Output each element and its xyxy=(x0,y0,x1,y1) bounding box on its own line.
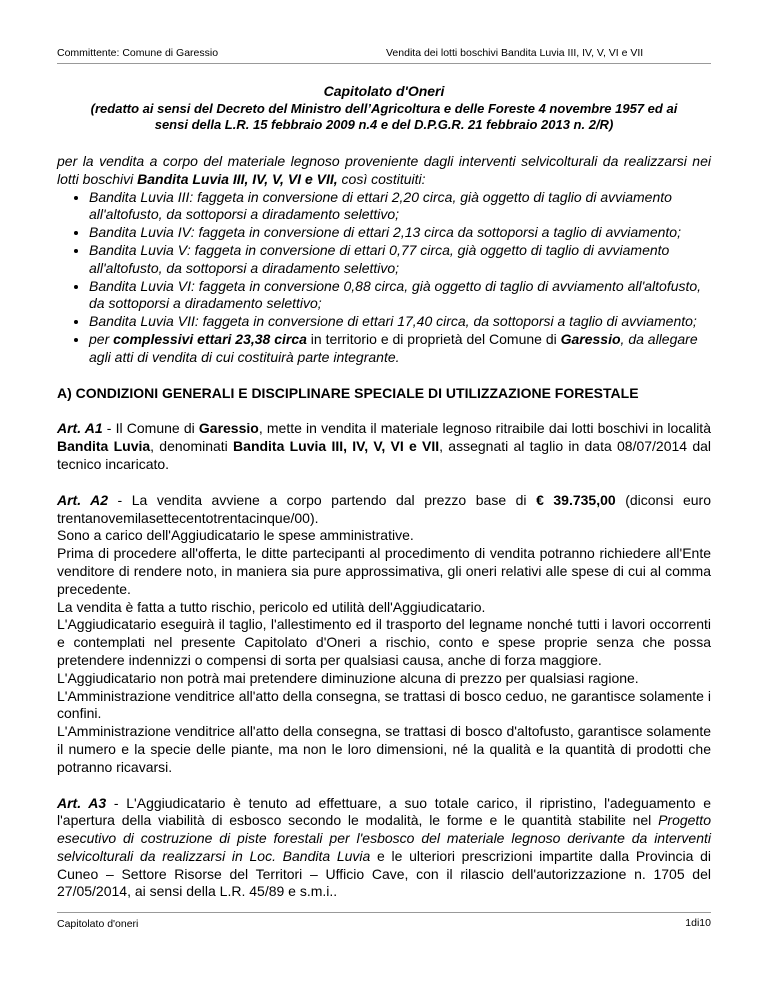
article-a3-text: e le ulteriori prescrizioni impartite dalla Provincia di Cuneo – Settore Risorse del Territori – Ufficio Cave, con il rilascio dell'autorizzazione n. 1705 del 27/05/2014, ai sensi della L.R. 45/89 e s.m.i.. xyxy=(57,847,711,900)
article-a1-bold-lots: Bandita Luvia III, IV, V, VI e VII xyxy=(233,438,440,455)
article-a1-bold-garessio: Garessio xyxy=(198,420,259,437)
spacer xyxy=(57,474,711,492)
article-a1 xyxy=(57,420,711,473)
article-a3 xyxy=(57,795,711,902)
total-text-mid: in territorio e di proprietà del Comune di xyxy=(306,330,561,347)
section-a-heading: A) CONDIZIONI GENERALI E DISCIPLINARE SPECIALE DI UTILIZZAZIONE FORESTALE xyxy=(57,384,639,401)
article-a2-paragraph: L'Amministrazione venditrice all'atto della consegna, se trattasi di bosco d'altofusto, garantisce solamente il numero e la specie delle piante, ma non le loro dimensioni, né la qualità e la quantità di prodotti che potranno ricavarsi. xyxy=(57,723,711,775)
list-item-total xyxy=(89,331,711,367)
article-a3-label: Art. A3 xyxy=(57,794,107,811)
lots-list xyxy=(57,189,711,367)
header-divider xyxy=(57,63,711,64)
document-subtitle xyxy=(57,101,711,133)
footer-document-name: Capitolato d'oneri xyxy=(57,918,139,930)
document-title: Capitolato d'Oneri xyxy=(323,83,445,99)
footer-divider xyxy=(57,912,711,913)
article-a1-text: , assegnati al taglio in data 08/07/2014 dal tecnico incaricato. xyxy=(57,438,711,472)
list-item: • Bandita Luvia III: faggeta in conversione di ettari 2,20 circa, già oggetto di taglio di avviamento all'altofusto, da sottoporsi a diradamento selettivo; xyxy=(89,189,711,225)
intro-text-end: così costituiti: xyxy=(337,170,426,187)
list-item: • Bandita Luvia VII: faggeta in conversione di ettari 17,40 circa, da sottoporsi a taglio di avviamento; xyxy=(89,313,711,331)
total-text: per xyxy=(89,330,114,347)
article-a2-label: Art. A2 xyxy=(57,491,109,508)
header-committente: Committente: Comune di Garessio xyxy=(57,47,219,59)
spacer xyxy=(57,367,711,385)
article-a2-paragraph: L'Aggiudicatario non potrà mai pretendere diminuzione alcuna di prezzo per qualsiasi ragione. xyxy=(57,669,639,686)
article-a1-text: - Il Comune di xyxy=(102,420,199,437)
subtitle-line-1: (redatto ai sensi del Decreto del Ministro dell’Agricoltura e delle Foreste 4 novembre 1957 ed ai xyxy=(90,101,678,116)
list-item: • Bandita Luvia VI: faggeta in conversione 0,88 circa, già oggetto di taglio di avviamento all'altofusto, da sottoporsi a diradamento selettivo; xyxy=(89,278,711,314)
article-a2-paragraph: L'Aggiudicatario eseguirà il taglio, l'allestimento ed il trasporto del legname nonché tutti i lavori occorrenti e contemplati nel presente Capitolato d'Oneri a rischio, conto e spese proprie senza che possa pretendere indennizzi o compensi di sorta per qualsiasi causa, anche di forza maggiore. xyxy=(57,616,711,668)
header-document-subject: Vendita dei lotti boschivi Bandita Luvia III, IV, V, VI e VII xyxy=(386,47,644,59)
article-a2 xyxy=(57,492,711,528)
article-a2-paragraph: Sono a carico dell'Aggiudicatario le spese amministrative. xyxy=(57,527,414,544)
article-a2-text: - La vendita avviene a corpo partendo dal prezzo base di xyxy=(108,491,537,508)
subtitle-line-2: sensi della L.R. 15 febbraio 2009 n.4 e del D.P.G.R. 21 febbraio 2013 n. 2/R) xyxy=(154,117,614,132)
document-body xyxy=(57,153,711,901)
article-a1-text: , denominati xyxy=(150,438,234,455)
article-a1-label: Art. A1 xyxy=(57,420,103,437)
article-a1-text: , mette in vendita il materiale legnoso ritraibile dai lotti boschivi in località xyxy=(258,420,711,437)
intro-paragraph xyxy=(57,153,711,189)
total-area-bold: complessivi ettari 23,38 circa xyxy=(113,330,307,347)
list-item: • Bandita Luvia V: faggeta in conversione di ettari 0,77 circa, già oggetto di taglio di avviamento all'altofusto, da sottoporsi a diradamento selettivo; xyxy=(89,242,711,278)
article-a1-bold-locality: Bandita Luvia xyxy=(57,438,151,455)
article-a2-paragraph: La vendita è fatta a tutto rischio, pericolo ed utilità dell'Aggiudicatario. xyxy=(57,598,486,615)
list-item: • Bandita Luvia IV: faggeta in conversione di ettari 2,13 circa da sottoporsi a taglio di avviamento; xyxy=(89,224,711,242)
total-text-end: , da allegare agli atti di vendita di cui costituirà parte integrante. xyxy=(89,330,698,365)
article-a2-base-price: € 39.735,00 xyxy=(536,491,616,508)
article-a3-text: - L'Aggiudicatario è tenuto ad effettuare, a suo totale carico, il ripristino, l'adeguamento e l'apertura della viabilità di esbosco secondo le modalità, le forme e le quantità stabilite nel xyxy=(57,794,711,829)
article-a2-paragraph: L'Amministrazione venditrice all'atto della consegna, se trattasi di bosco ceduo, ne garantisce solamente i confini. xyxy=(57,687,711,722)
spacer xyxy=(57,402,711,420)
article-a3-project-title: Progetto esecutivo di costruzione di piste forestali per l'esbosco del materiale legnoso derivante da interventi selvicolturali da realizzarsi in Loc. Bandita Luvia xyxy=(57,812,711,864)
article-a2-paragraph: Prima di procedere all'offerta, le ditte partecipanti al procedimento di vendita potranno richiedere all'Ente venditore di rendere noto, in maniera sia pure approssimativa, gli oneri relativi alle spese di cui al comma precedente. xyxy=(57,545,711,597)
intro-text: per la vendita a corpo del materiale legnoso proveniente dagli interventi selvicolturali da realizzarsi nei lotti boschivi xyxy=(57,153,711,187)
footer-page-number: 1di10 xyxy=(685,917,711,929)
article-a2-text: (diconsi euro trentanovemilasettecentotrentacinque/00). xyxy=(57,491,711,526)
intro-lots-bold: Bandita Luvia III, IV, V, VI e VII, xyxy=(137,170,338,187)
spacer xyxy=(57,777,711,795)
total-garessio-bold: Garessio xyxy=(560,330,621,347)
